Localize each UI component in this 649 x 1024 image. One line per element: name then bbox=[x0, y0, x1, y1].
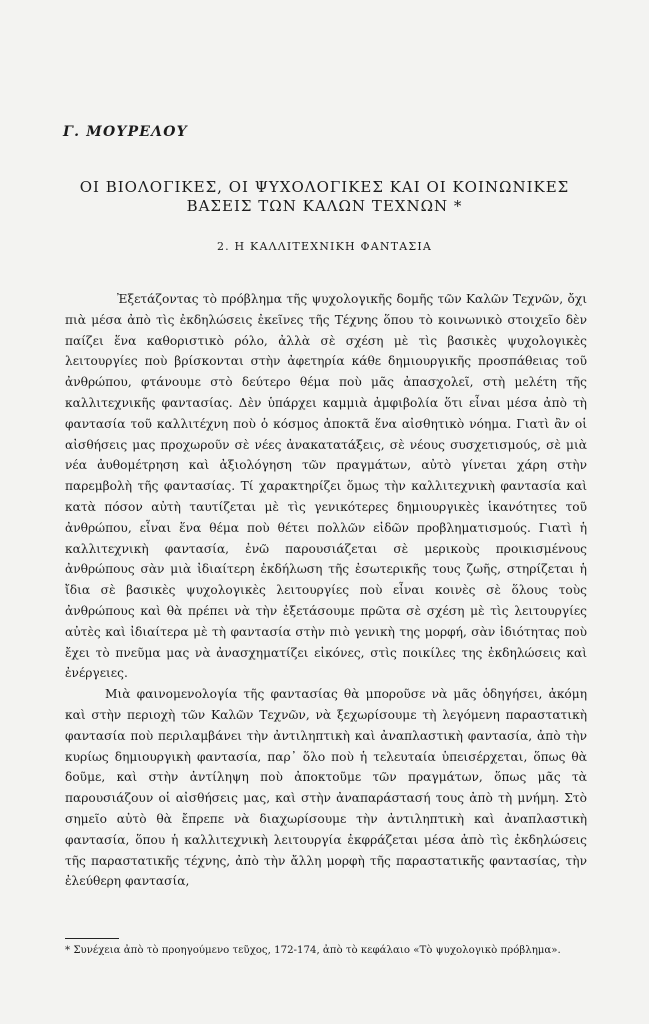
body-paragraph: Μιὰ φαινομενολογία τῆς φαντασίας θὰ μποροῦσε νὰ μᾶς ὁδηγήσει, ἀκόμη καὶ στὴν περιοχὴ τῶν Καλῶν Τεχνῶν, νὰ ξεχωρίσουμε τὴ λεγόμενη παραστατικὴ φαντασία ποὺ περιλαμβάνει τὴν ἀντιληπτικὴ καὶ ἀναπλαστικὴ φαντασία, ἀπὸ τὴν κυρίως δημιουργικὴ φαντασία, παρ᾿ ὅλο ποὺ ἡ τελευταία ὑπεισέρχεται, ὅπως θὰ δοῦμε, καὶ στὴν ἀντίληψη ποὺ ἀποκτοῦμε τῶν πραγμάτων, ὅπως μᾶς τὰ παρουσιάζουν οἱ αἰσθήσεις μας, καὶ στὴν ἀναπαράστασή τους ἀπὸ τὴ μνήμη. Στὸ σημεῖο αὐτὸ θὰ ἔπρεπε νὰ διαχωρίσουμε τὴν ἀντιληπτικὴ καὶ ἀναπλαστικὴ φαντασία, ὅπου ἡ καλλιτεχνικὴ λειτουργία ἐκφράζεται μέσα ἀπὸ τὶς ἐκδηλώσεις τῆς παραστατικῆς τέχνης, ἀπὸ τὴν ἄλλη μορφὴ τῆς παραστατικῆς φαντασίας, τὴν ἐλεύθερη φαντασία, bbox=[65, 687, 587, 889]
article-body bbox=[65, 289, 587, 892]
footnote-divider bbox=[65, 938, 119, 939]
footnote: * Συνέχεια ἀπὸ τὸ προηγούμενο τεῦχος, 172-174, ἀπὸ τὸ κεφάλαιο «Τὸ ψυχολογικὸ πρόβλημα». bbox=[65, 945, 561, 956]
article-title-line-2: ΒΑΣΕΙΣ ΤΩΝ ΚΑΛΩΝ ΤΕΧΝΩΝ * bbox=[186, 197, 463, 215]
body-paragraph: Ἐξετάζοντας τὸ πρόβλημα τῆς ψυχολογικῆς δομῆς τῶν Καλῶν Τεχνῶν, ὄχι πιὰ μέσα ἀπὸ τὶς ἐκδηλώσεις ἐκεῖνες τῆς Τέχνης ὅπου τὸ κοινωνικὸ στοιχεῖο δὲν παίζει ἕνα καθοριστικὸ ρόλο, ἀλλὰ σὲ σχέση μὲ τὶς βασικὲς ψυχολογικὲς λειτουργίες ποὺ βρίσκονται στὴν ἀφετηρία κάθε δημιουργικῆς προσπάθειας τοῦ ἀνθρώπου, φτάνουμε στὸ δεύτερο θέμα ποὺ μᾶς ἀπασχολεῖ, στὴ μελέτη τῆς καλλιτεχνικῆς φαντασίας. Δὲν ὑπάρχει καμμιὰ ἀμφιβολία ὅτι εἶναι μέσα ἀπὸ τὴ φαντασία τοῦ καλλιτέχνη ποὺ ὁ κόσμος ἀποκτᾶ ἕνα αἰσθητικὸ νόημα. Γιατὶ ἂν οἱ αἰσθήσεις μας προχωροῦν σὲ νέες ἀνακατατάξεις, σὲ νέους συσχετισμούς, σὲ μιὰ νέα ἀυθομέτρηση καὶ ἀξιολόγηση τῶν πραγμάτων, αὐτὸ γίνεται χάρη στὴν παρεμβολὴ τῆς φαντασίας. Τί χαρακτηρίζει ὅμως τὴν καλλιτεχνικὴ φαντασία καὶ κατὰ πόσον αὐτὴ ταυτίζεται μὲ τὶς γενικότερες δημιουργικὲς ἱκανότητες τοῦ ἀνθρώπου, εἶναι ἕνα θέμα ποὺ θέτει πολλῶν εἰδῶν προβληματισμούς. Γιατὶ ἡ καλλιτεχνικὴ φαντασία, ἐνῶ παρουσιάζεται σὲ μερικοὺς προικισμένους ἀνθρώπους σὰν μιὰ ἰδιαίτερη ἐκδήλωση τῆς ἐσωτερικῆς τους ζωῆς, στηρίζεται ἡ ἴδια σὲ βασικὲς ψυχολογικὲς λειτουργίες ποὺ εἶναι κοινὲς σὲ ὅλους τοὺς ἀνθρώπους καὶ θὰ πρέπει νὰ τὴν ἐξετάσουμε πρῶτα σὲ σχέση μὲ τὶς λειτουργίες αὐτὲς καὶ ἰδιαίτερα μὲ τὴ φαντασία στὴν πιὸ γενικὴ της μορφή, σὰν ἰδιότητας ποὺ ἔχει τὸ πνεῦμα μας νὰ ἀνασχηματίζει εἰκόνες, στὶς ποικίλες της ἐκδηλώσεις καὶ ἐνέργειες. bbox=[65, 292, 587, 681]
section-heading: 2. Η ΚΑΛΛΙΤΕΧΝΙΚΗ ΦΑΝΤΑΣΙΑ bbox=[216, 240, 433, 253]
article-author: Γ. ΜΟΥΡΕΛΟΥ bbox=[63, 124, 188, 140]
article-title bbox=[60, 178, 589, 216]
article-title-line-1: ΟΙ ΒΙΟΛΟΓΙΚΕΣ, ΟΙ ΨΥΧΟΛΟΓΙΚΕΣ ΚΑΙ ΟΙ ΚΟΙΝΩΝΙΚΕΣ bbox=[79, 178, 570, 196]
